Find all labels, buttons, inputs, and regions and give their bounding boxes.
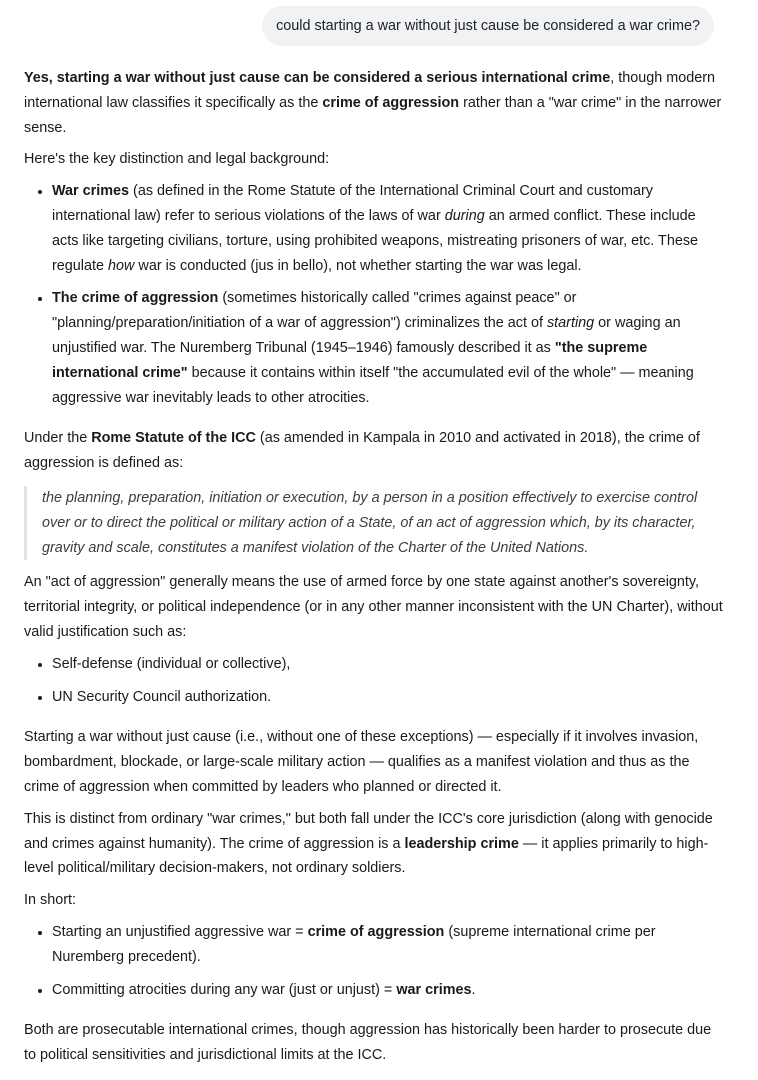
text: Committing atrocities during any war (just or unjust) =: [52, 981, 397, 998]
list-item: • UN Security Council authorization.: [52, 685, 724, 710]
distinction-paragraph: Here's the key distinction and legal background:: [24, 151, 330, 168]
act-of-aggression-paragraph: An "act of aggression" generally means the use of armed force by one state against another's sovereignty, territorial integrity, or political independence (or in any other manner inconsistent with the UN Charter), without valid justification such as:: [24, 574, 723, 640]
rome-statute-paragraph: [24, 426, 724, 476]
text: .: [471, 981, 476, 998]
list-item-war-crimes: [52, 978, 724, 1003]
list-item: • Self-defense (individual or collective),: [52, 652, 724, 677]
distinction-list: [24, 179, 724, 410]
leadership-crime-paragraph: [24, 807, 724, 881]
italic-text: starting: [546, 315, 595, 332]
definition-quote: the planning, preparation, initiation or execution, by a person in a position effectively to exercise control over or to direct the political or military action of a State, of an act of aggression which, by its character, gravity and scale, constitutes a manifest violation of the Charter of the United Nations.: [24, 486, 724, 560]
bold-text: Yes, starting a war without just cause can be considered a serious international crime: [24, 70, 611, 86]
text: , though modern international law classifies it specifically as the: [24, 70, 716, 111]
assistant-response: [24, 66, 724, 1075]
justification-list: [24, 652, 724, 710]
text: This is distinct from ordinary "war crimes," but both fall under the ICC's core jurisdiction (along with genocide and crimes against humanity). The crime of aggression is a: [24, 810, 713, 852]
italic-text: how: [108, 257, 135, 274]
user-message-bubble: [262, 6, 714, 46]
bold-text: Rome Statute of the ICC: [91, 430, 256, 447]
text: Starting an unjustified aggressive war =: [52, 923, 308, 940]
in-short-label: In short:: [24, 892, 76, 909]
text: Under the: [24, 430, 92, 447]
italic-text: during: [444, 207, 485, 224]
bold-text: crime of aggression: [322, 94, 460, 111]
starting-war-paragraph: Starting a war without just cause (i.e., without one of these exceptions) — especially if it involves invasion, bombardment, blockade, or large-scale military action — qualifies as a manifest violation and thus as the crime of aggression when committed by leaders who planned or directed it.: [24, 729, 699, 795]
summary-list: [24, 920, 724, 1002]
text: (sometimes historically called "crimes against peace" or "planning/preparation/initiation of a war of aggression") criminalizes the act of: [52, 290, 577, 332]
bold-text: war crimes: [396, 981, 472, 998]
list-item-war-crimes: [52, 179, 724, 278]
text: (as defined in the Rome Statute of the International Criminal Court and customary international law) refer to serious violations of the laws of war: [52, 183, 653, 224]
intro-paragraph: [24, 66, 724, 140]
bold-text: crime of aggression: [307, 923, 445, 940]
text: (supreme international crime per Nuremberg precedent).: [52, 923, 656, 965]
text: war is conducted (jus in bello), not whether starting the war was legal.: [134, 257, 582, 274]
text: because it contains within itself "the accumulated evil of the whole" — meaning aggressive war inevitably leads to other atrocities.: [52, 364, 694, 406]
conclusion-paragraph: Both are prosecutable international crimes, though aggression has historically been harder to prosecute due to political sensitivities and jurisdictional limits at the ICC.: [24, 1022, 712, 1064]
bold-text: leadership crime: [404, 835, 519, 852]
user-message-text: could starting a war without just cause be considered a war crime?: [276, 18, 700, 34]
bold-text: The crime of aggression: [52, 290, 219, 307]
bold-text: War crimes: [52, 183, 130, 200]
text: rather than a "war crime" in the narrower sense.: [24, 94, 722, 136]
text: — it applies primarily to high-level political/military decision-makers, not ordinary soldiers.: [24, 835, 709, 877]
text: an armed conflict. These include acts like targeting civilians, torture, using prohibited weapons, mistreating prisoners of war, etc. These regulate: [52, 207, 699, 274]
bold-text: "the supreme international crime": [52, 339, 648, 381]
text: or waging an unjustified war. The Nuremberg Tribunal (1945–1946) famously described it as: [52, 315, 681, 356]
text: (as amended in Kampala in 2010 and activated in 2018), the crime of aggression is defined as:: [24, 430, 700, 472]
list-item-crime-of-aggression: [52, 286, 724, 410]
list-item-aggression: [52, 920, 724, 970]
